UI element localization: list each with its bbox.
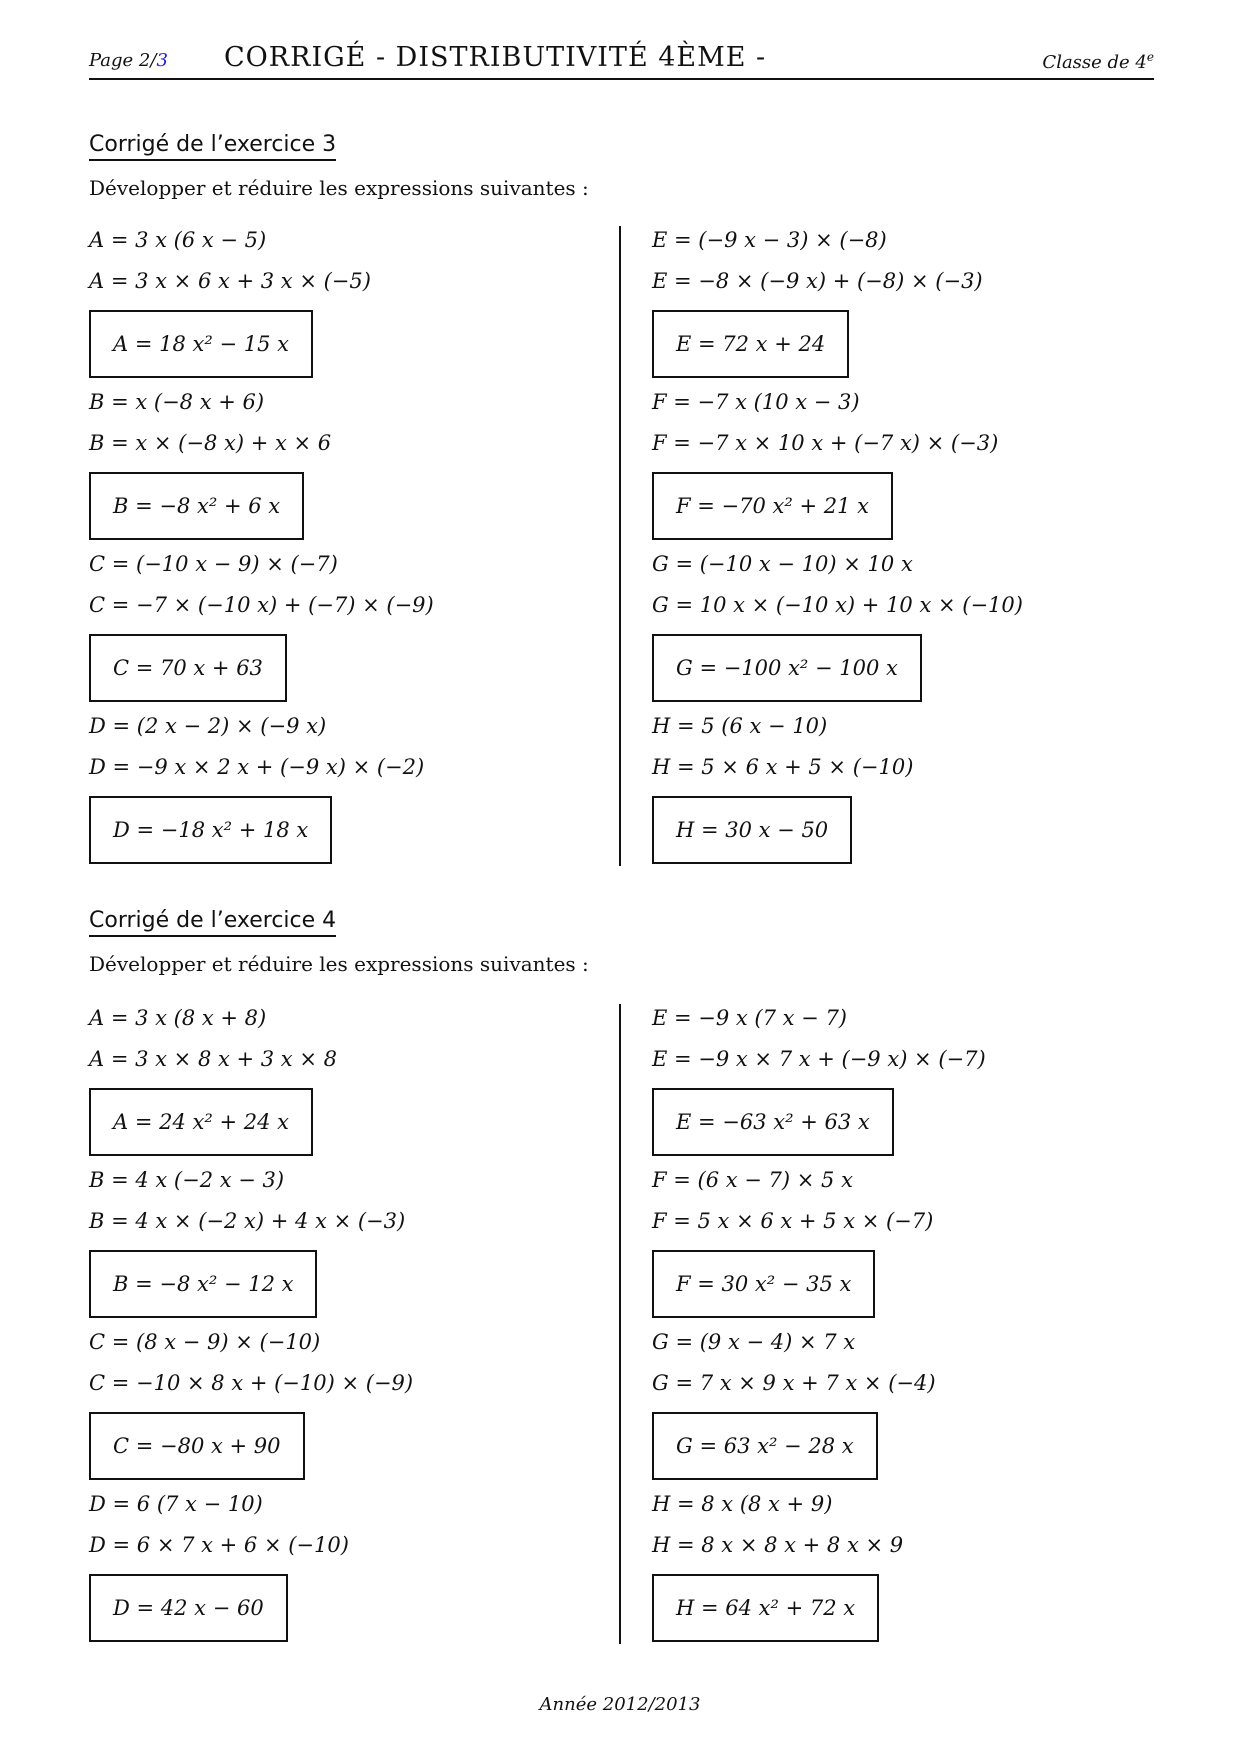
expression: C = (−10 x − 9) × (−7)	[89, 552, 338, 576]
expression: E = −9 x (7 x − 7)	[652, 1006, 847, 1030]
result-box: H = 64 x² + 72 x	[652, 1574, 879, 1642]
result-box: F = −70 x² + 21 x	[652, 472, 893, 540]
result-box: G = 63 x² − 28 x	[652, 1412, 878, 1480]
page-number: Page 2/3	[89, 50, 168, 71]
result-box: A = 18 x² − 15 x	[89, 310, 313, 378]
result-box: E = −63 x² + 63 x	[652, 1088, 894, 1156]
expansion-step: G = 10 x × (−10 x) + 10 x × (−10)	[652, 593, 1023, 617]
expansion-step: E = −9 x × 7 x + (−9 x) × (−7)	[652, 1047, 986, 1071]
expression: F = (6 x − 7) × 5 x	[652, 1168, 853, 1192]
result-box: C = 70 x + 63	[89, 634, 287, 702]
expansion-step: H = 5 × 6 x + 5 × (−10)	[652, 755, 914, 779]
expression: E = (−9 x − 3) × (−8)	[652, 228, 887, 252]
expansion-step: D = 6 × 7 x + 6 × (−10)	[89, 1533, 349, 1557]
expression: B = 4 x (−2 x − 3)	[89, 1168, 285, 1192]
expansion-step: D = −9 x × 2 x + (−9 x) × (−2)	[89, 755, 425, 779]
expression: C = (8 x − 9) × (−10)	[89, 1330, 321, 1354]
expression: H = 8 x (8 x + 9)	[652, 1492, 833, 1516]
expression: D = 6 (7 x − 10)	[89, 1492, 263, 1516]
expression: A = 3 x (8 x + 8)	[89, 1006, 267, 1030]
expansion-step: F = 5 x × 6 x + 5 x × (−7)	[652, 1209, 934, 1233]
column-divider	[619, 1004, 621, 1644]
expansion-step: C = −10 × 8 x + (−10) × (−9)	[89, 1371, 414, 1395]
result-box: D = −18 x² + 18 x	[89, 796, 332, 864]
result-box: F = 30 x² − 35 x	[652, 1250, 875, 1318]
expansion-step: A = 3 x × 8 x + 3 x × 8	[89, 1047, 337, 1071]
result-box: B = −8 x² − 12 x	[89, 1250, 317, 1318]
expansion-step: B = 4 x × (−2 x) + 4 x × (−3)	[89, 1209, 406, 1233]
expansion-step: A = 3 x × 6 x + 3 x × (−5)	[89, 269, 371, 293]
expression: A = 3 x (6 x − 5)	[89, 228, 267, 252]
result-box: B = −8 x² + 6 x	[89, 472, 304, 540]
result-box: A = 24 x² + 24 x	[89, 1088, 313, 1156]
expression: F = −7 x (10 x − 3)	[652, 390, 860, 414]
expression: H = 5 (6 x − 10)	[652, 714, 828, 738]
page-header	[89, 40, 1154, 80]
result-box: E = 72 x + 24	[652, 310, 849, 378]
section-title-exercise-4: Corrigé de l’exercice 4	[89, 908, 336, 937]
expression: G = (9 x − 4) × 7 x	[652, 1330, 856, 1354]
page-footer-year: Année 2012/2013	[539, 1694, 701, 1715]
expansion-step: E = −8 × (−9 x) + (−8) × (−3)	[652, 269, 983, 293]
expansion-step: B = x × (−8 x) + x × 6	[89, 431, 332, 455]
section-intro: Développer et réduire les expressions suivantes :	[89, 176, 589, 200]
expansion-step: F = −7 x × 10 x + (−7 x) × (−3)	[652, 431, 999, 455]
class-label: Classe de 4e	[1042, 50, 1154, 73]
expansion-step: H = 8 x × 8 x + 8 x × 9	[652, 1533, 904, 1557]
result-box: H = 30 x − 50	[652, 796, 852, 864]
page-total-link[interactable]: 3	[156, 50, 168, 71]
expression: D = (2 x − 2) × (−9 x)	[89, 714, 327, 738]
expansion-step: C = −7 × (−10 x) + (−7) × (−9)	[89, 593, 434, 617]
expression: B = x (−8 x + 6)	[89, 390, 265, 414]
result-box: D = 42 x − 60	[89, 1574, 288, 1642]
section-intro: Développer et réduire les expressions suivantes :	[89, 952, 589, 976]
expansion-step: G = 7 x × 9 x + 7 x × (−4)	[652, 1371, 936, 1395]
result-box: G = −100 x² − 100 x	[652, 634, 922, 702]
column-divider	[619, 226, 621, 866]
document-title: CORRIGÉ - DISTRIBUTIVITÉ 4ÈME -	[224, 42, 767, 73]
section-title-exercise-3: Corrigé de l’exercice 3	[89, 132, 336, 161]
result-box: C = −80 x + 90	[89, 1412, 305, 1480]
expression: G = (−10 x − 10) × 10 x	[652, 552, 913, 576]
